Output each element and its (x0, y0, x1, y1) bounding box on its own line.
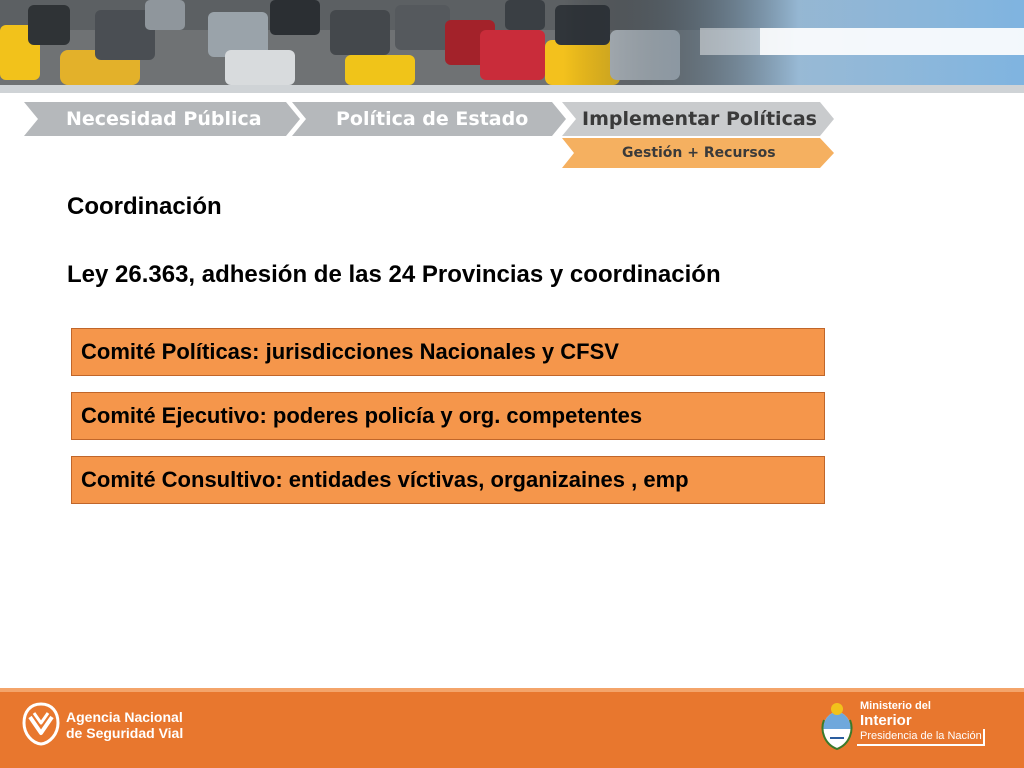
agency-name-line1: Agencia Nacional (66, 709, 183, 725)
step-implementar-politicas (562, 102, 834, 136)
step-label: Implementar Políticas (582, 108, 817, 130)
process-steps (0, 102, 1024, 168)
agency-name (66, 709, 183, 741)
agency-logo-icon (22, 701, 60, 747)
step-necesidad-publica (24, 102, 300, 136)
traffic-photo (0, 0, 1024, 85)
header-photo-banner (0, 0, 1024, 85)
committee-box-politicas: Comité Políticas: jurisdicciones Nacionales y CFSV (71, 328, 825, 376)
ministry-underline (857, 744, 985, 746)
ministry-name: Interior (860, 712, 912, 729)
banner-divider (0, 85, 1024, 93)
step-label: Necesidad Pública (66, 108, 262, 130)
committee-box-consultivo: Comité Consultivo: entidades víctivas, organizaines , emp (71, 456, 825, 504)
section-title: Coordinación (67, 193, 222, 220)
footer-bar (0, 692, 1024, 768)
ministry-subtitle: Presidencia de la Nación (860, 730, 982, 742)
ministry-title: Ministerio del (860, 700, 931, 712)
step-sub-label: Gestión + Recursos (622, 145, 776, 161)
agency-name-line2: de Seguridad Vial (66, 725, 184, 741)
national-seal-icon (820, 700, 854, 752)
step-gestion-recursos (562, 138, 834, 168)
ministry-underline-tick (983, 729, 985, 746)
committee-box-ejecutivo: Comité Ejecutivo: poderes policía y org. competentes (71, 392, 825, 440)
law-statement: Ley 26.363, adhesión de las 24 Provincias y coordinación (67, 261, 721, 288)
step-politica-de-estado (292, 102, 566, 136)
step-label: Política de Estado (336, 108, 529, 130)
